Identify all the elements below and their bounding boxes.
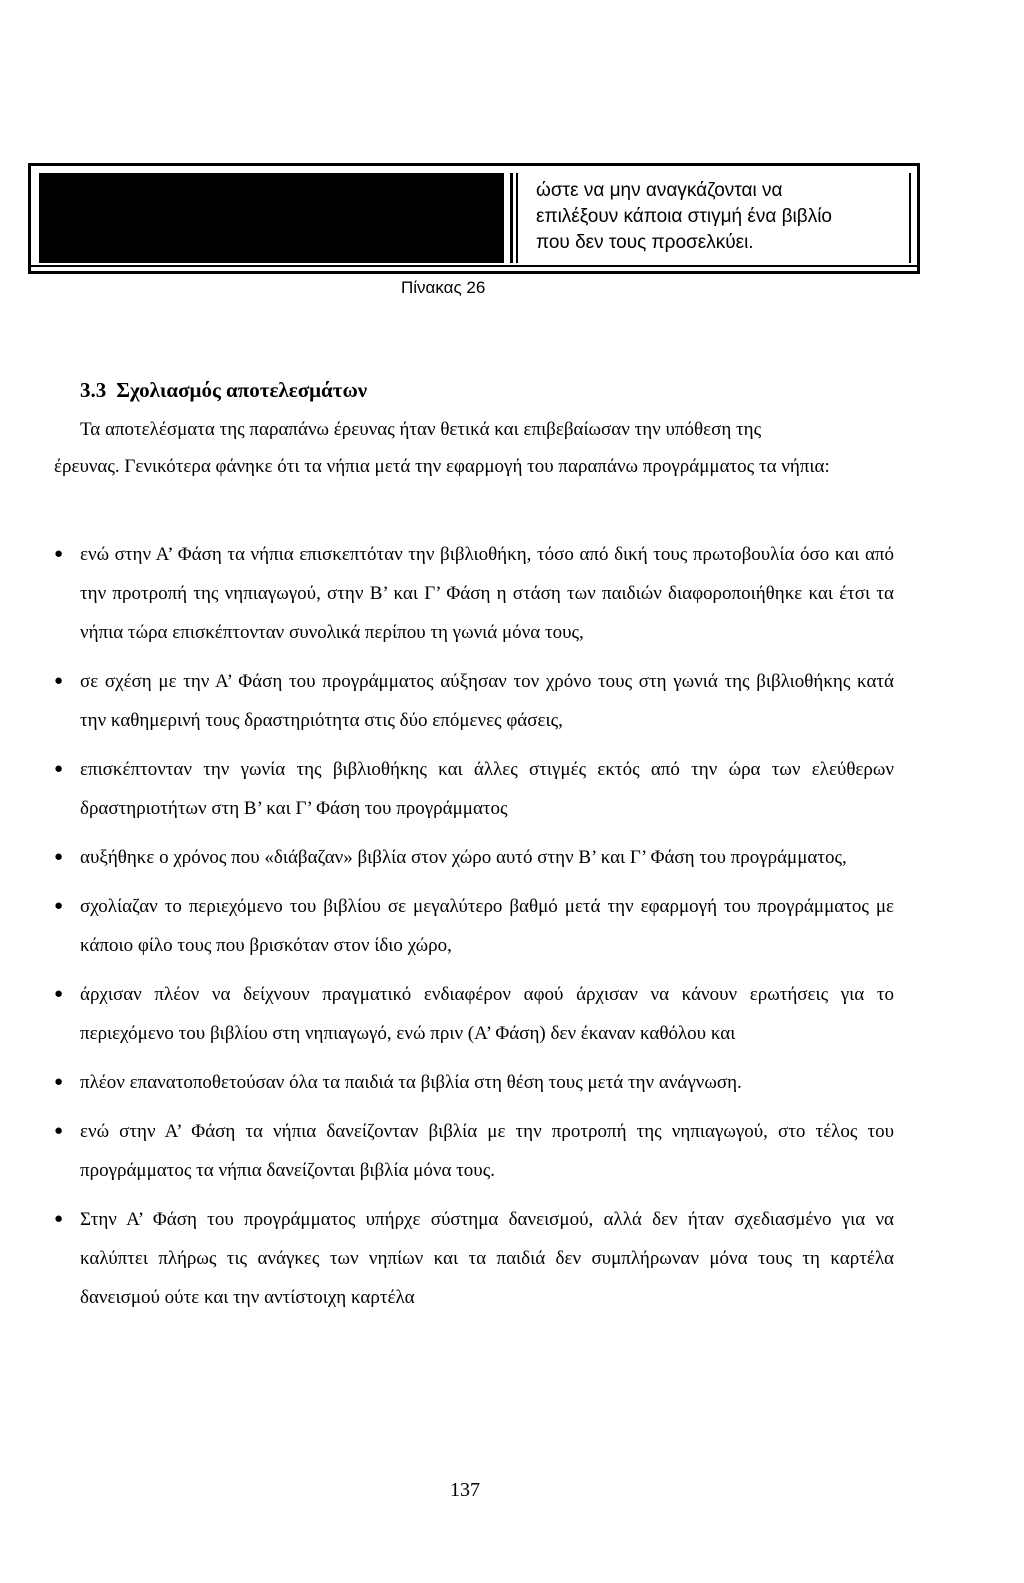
section-heading [80,378,367,403]
bullet-icon: ● [54,1211,64,1227]
list-item [54,887,894,965]
intro-line-first: Τα αποτελέσματα της παραπάνω έρευνας ήταν θετικά και επιβεβαίωσαν την υπόθεση της [80,419,762,440]
list-item [54,1112,894,1190]
table-cell-line: ώστε να μην αναγκάζονται να [536,180,783,201]
list-item-text: σε σχέση με την Α’ Φάση του προγράμματος αύξησαν τον χρόνο τους στη γωνιά της βιβλιοθήκης κατά την καθημερινή τους δραστηριότητα στις δύο επόμενες φάσεις, [80,671,894,731]
table-inner-rule [31,265,917,267]
intro-paragraph [54,411,893,485]
section-number: 3.3 [80,378,107,402]
page-number: 137 [450,1479,480,1501]
bullet-icon: ● [54,673,64,689]
list-item-text: άρχισαν πλέον να δείχνουν πραγματικό ενδιαφέρον αφού άρχισαν να κάνουν ερωτήσεις για το περιεχόμενο του βιβλίου στη νηπιαγωγό, ενώ πριν (Α’ Φάση) δεν έκαναν καθόλου και [80,984,894,1044]
bullet-icon: ● [54,546,64,562]
list-item [54,750,894,828]
bullet-icon: ● [54,1123,64,1139]
bullet-icon: ● [54,986,64,1002]
results-bullet-list [54,535,894,1327]
table-fragment [28,163,920,274]
table-cell-text [536,178,896,256]
list-item [54,535,894,652]
table-cell-line: που δεν τους προσελκύει. [536,232,754,253]
list-item [54,1063,894,1102]
section-title: Σχολιασμός αποτελεσμάτων [116,378,368,402]
table-caption: Πίνακας 26 [401,278,486,297]
intro-line-rest: έρευνας. Γενικότερα φάνηκε ότι τα νήπια μετά την εφαρμογή του παραπάνω προγράμματος τα νήπια: [54,456,830,477]
list-item-text: ενώ στην Α’ Φάση τα νήπια επισκεπτόταν την βιβλιοθήκη, τόσο από δική τους πρωτοβουλία όσο και από την προτροπή της νηπιαγωγού, στην Β’ και Γ’ Φάση η στάση των παιδιών διαφοροποιήθηκε και έτσι τα νήπια τώρα επισκέπτονταν συνολικά περίπου τη γωνιά μόνα τους, [80,544,894,643]
list-item [54,838,894,877]
list-item-text: ενώ στην Α’ Φάση τα νήπια δανείζονταν βιβλία με την προτροπή της νηπιαγωγού, στο τέλος του προγράμματος τα νήπια δανείζονται βιβλία μόνα τους. [80,1121,894,1181]
bullet-icon: ● [54,849,64,865]
list-item [54,662,894,740]
list-item-text: αυξήθηκε ο χρόνος που «διάβαζαν» βιβλία στον χώρο αυτό στην Β’ και Γ’ Φάση του προγράμματος, [80,847,847,868]
list-item-text: Στην Α’ Φάση του προγράμματος υπήρχε σύστημα δανεισμού, αλλά δεν ήταν σχεδιασμένο για να καλύπτει πλήρως τις ανάγκες των νηπίων και τα παιδιά δεν συμπλήρωναν μόνα τους τη καρτέλα δανεισμού ούτε και την αντίστοιχη καρτέλα [80,1209,894,1308]
bullet-icon: ● [54,761,64,777]
table-cell-filled [39,173,504,263]
table-column-divider [510,173,513,263]
bullet-icon: ● [54,1074,64,1090]
list-item [54,1200,894,1317]
bullet-icon: ● [54,898,64,914]
list-item-text: πλέον επανατοποθετούσαν όλα τα παιδιά τα βιβλία στη θέση τους μετά την ανάγνωση. [80,1072,742,1093]
list-item-text: επισκέπτονταν την γωνία της βιβλιοθήκης και άλλες στιγμές εκτός από την ώρα των ελεύθερων δραστηριοτήτων στη Β’ και Γ’ Φάση του προγράμματος [80,759,894,819]
table-cell-line: επιλέξουν κάποια στιγμή ένα βιβλίο [536,206,832,227]
list-item-text: σχολίαζαν το περιεχόμενο του βιβλίου σε μεγαλύτερο βαθμό μετά την εφαρμογή του προγράμματος με κάποιο φίλο τους που βρισκόταν στον ίδιο χώρο, [80,896,894,956]
list-item [54,975,894,1053]
